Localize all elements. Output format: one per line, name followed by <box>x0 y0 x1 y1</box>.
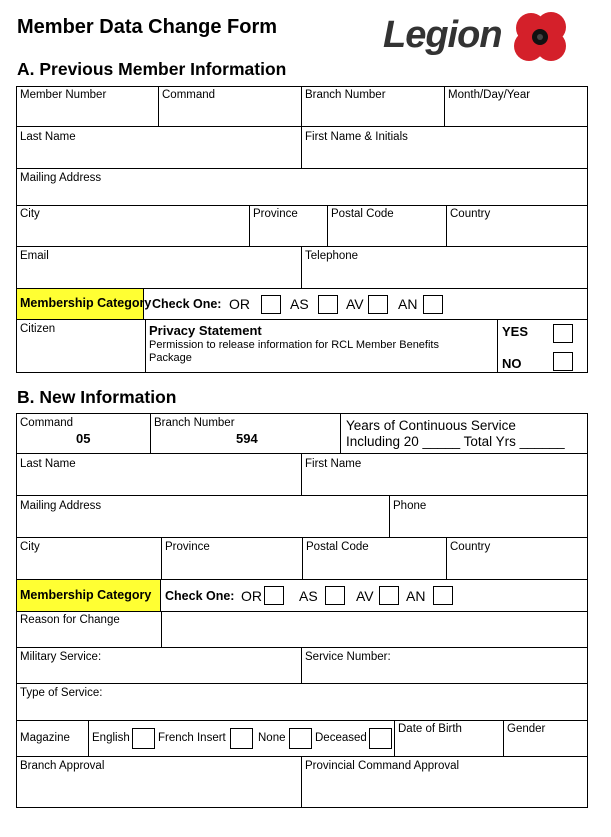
legion-logo <box>383 8 583 64</box>
poppy-icon <box>511 10 569 64</box>
option-an-label: AN <box>398 296 418 312</box>
checkbox-or[interactable] <box>261 295 281 314</box>
privacy-text-2: Package <box>149 352 192 364</box>
reason-label: Reason for Change <box>20 614 120 626</box>
citizen-label: Citizen <box>20 323 56 335</box>
section-a-heading: A. Previous Member Information <box>17 59 287 79</box>
date-label: Month/Day/Year <box>448 89 531 101</box>
new-province-label: Province <box>165 541 210 553</box>
none-label: None <box>258 732 286 744</box>
city-field[interactable] <box>16 205 250 247</box>
email-label: Email <box>20 250 49 262</box>
reason-field[interactable] <box>161 611 588 648</box>
new-first-name-label: First Name <box>305 458 362 470</box>
new-check-one-label: Check One: <box>165 589 235 603</box>
checkbox-as[interactable] <box>318 295 338 314</box>
divider <box>160 579 161 612</box>
new-checkbox-or[interactable] <box>264 586 284 605</box>
checkbox-an[interactable] <box>423 295 443 314</box>
membership-category-label: Membership Category <box>20 296 152 310</box>
new-option-av-label: AV <box>356 588 374 604</box>
service-number-label: Service Number: <box>305 651 391 663</box>
new-option-as-label: AS <box>299 588 318 604</box>
new-last-name-label: Last Name <box>20 458 76 470</box>
privacy-title: Privacy Statement <box>149 323 262 338</box>
checkbox-deceased[interactable] <box>369 728 392 749</box>
email-field[interactable] <box>16 246 302 289</box>
new-city-label: City <box>20 541 40 553</box>
french-insert-label: French Insert <box>158 732 226 744</box>
magazine-label: Magazine <box>20 732 70 744</box>
option-as-label: AS <box>290 296 309 312</box>
military-service-label: Military Service: <box>20 651 102 663</box>
new-membership-category-label: Membership Category <box>20 588 152 602</box>
deceased-label: Deceased <box>315 732 367 744</box>
branch-number-label: Branch Number <box>305 89 386 101</box>
gender-label: Gender <box>507 723 546 735</box>
type-of-service-label: Type of Service: <box>20 687 103 699</box>
new-branch-number-label: Branch Number <box>154 417 235 429</box>
first-name-label: First Name & Initials <box>305 131 408 143</box>
command-label: Command <box>162 89 216 101</box>
new-option-an-label: AN <box>406 588 426 604</box>
new-command-label: Command <box>20 417 74 429</box>
option-or-label: OR <box>229 296 250 312</box>
check-one-label: Check One: <box>152 297 222 311</box>
branch-approval-label: Branch Approval <box>20 760 105 772</box>
checkbox-av[interactable] <box>368 295 388 314</box>
english-label: English <box>92 732 130 744</box>
new-postal-code-label: Postal Code <box>306 541 369 553</box>
country-label: Country <box>450 208 491 220</box>
years-line-2: Including 20 _____ Total Yrs ______ <box>346 434 565 449</box>
checkbox-english[interactable] <box>132 728 155 749</box>
form-title: Member Data Change Form <box>17 16 278 38</box>
checkbox-yes[interactable] <box>553 324 573 343</box>
yes-label: YES <box>502 324 529 339</box>
checkbox-french-insert[interactable] <box>230 728 253 749</box>
last-name-label: Last Name <box>20 131 76 143</box>
option-av-label: AV <box>346 296 364 312</box>
new-option-or-label: OR <box>241 588 262 604</box>
checkbox-no[interactable] <box>553 352 573 371</box>
new-phone-label: Phone <box>393 500 427 512</box>
new-checkbox-as[interactable] <box>325 586 345 605</box>
postal-code-label: Postal Code <box>331 208 394 220</box>
privacy-text-1: Permission to release information for RCL Member Benefits <box>149 339 439 351</box>
section-b-heading: B. New Information <box>17 387 177 407</box>
telephone-label: Telephone <box>305 250 359 262</box>
new-checkbox-av[interactable] <box>379 586 399 605</box>
mailing-address-label: Mailing Address <box>20 172 102 184</box>
member-number-label: Member Number <box>20 89 107 101</box>
mailing-address-field[interactable] <box>16 168 588 206</box>
years-line-1: Years of Continuous Service <box>346 418 516 433</box>
province-label: Province <box>253 208 298 220</box>
no-label: NO <box>502 356 522 371</box>
new-checkbox-an[interactable] <box>433 586 453 605</box>
provincial-approval-label: Provincial Command Approval <box>305 760 460 772</box>
new-mailing-address-label: Mailing Address <box>20 500 102 512</box>
branch-value: 594 <box>236 431 258 446</box>
command-value: 05 <box>76 431 91 446</box>
logo-text: Legion <box>383 14 502 56</box>
city-label: City <box>20 208 40 220</box>
checkbox-none[interactable] <box>289 728 312 749</box>
date-of-birth-label: Date of Birth <box>398 723 462 735</box>
new-country-label: Country <box>450 541 491 553</box>
